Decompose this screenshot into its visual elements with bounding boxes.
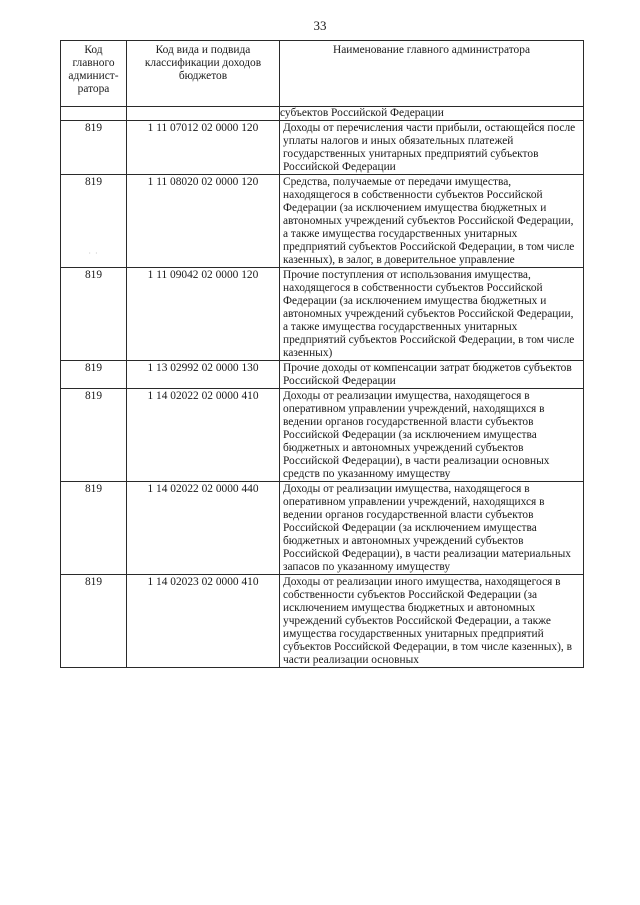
header-classification-code: Код вида и подвида классификации доходов бюджетов: [127, 41, 280, 107]
table-cell-administrator-name: Доходы от реализации иного имущества, находящегося в собственности субъектов Российской Федерации (за исключением имущества бюджетных и автономных учреждений субъектов Российской Федерации, а также имущества государственных унитарных предприятий субъектов Российской Федерации, в том числе казенных), в части реализации основных: [280, 575, 584, 668]
header-admin-code: Код главного админист-ратора: [61, 41, 127, 107]
table-cell-classification-code: [127, 107, 280, 121]
table-cell-admin-code: 819: [61, 575, 127, 668]
page-number: 33: [313, 18, 327, 33]
table-cell-admin-code: 819: [61, 361, 127, 389]
table-row: [61, 575, 584, 668]
table-cell-administrator-name: Доходы от перечисления части прибыли, остающейся после уплаты налогов и иных обязательных платежей государственных унитарных предприятий субъектов Российской Федерации: [280, 121, 584, 175]
table-cell-classification-code: 1 14 02022 02 0000 440: [127, 482, 280, 575]
table-cell-administrator-name: Доходы от реализации имущества, находящегося в оперативном управлении учреждений, находящихся в ведении органов государственной власти субъектов Российской Федерации (за исключением имущества бюджетных и автономных учреждений субъектов Российской Федерации), в части реализации основных средств по указанному имуществу: [280, 389, 584, 482]
table-cell-administrator-name: Прочие доходы от компенсации затрат бюджетов субъектов Российской Федерации: [280, 361, 584, 389]
table-cell-administrator-name: Доходы от реализации имущества, находящегося в оперативном управлении учреждений, находящихся в ведении органов государственной власти субъектов Российской Федерации (за исключением имущества бюджетных и автономных учреждений субъектов Российской Федерации), в части реализации материальных запасов по указанному имуществу: [280, 482, 584, 575]
table-cell-classification-code: 1 11 08020 02 0000 120: [127, 175, 280, 268]
table-row: [61, 175, 584, 268]
table-row: [61, 389, 584, 482]
header-administrator-name: Наименование главного администратора: [280, 41, 584, 107]
table-cell-classification-code: 1 13 02992 02 0000 130: [127, 361, 280, 389]
table-body: [61, 107, 584, 668]
table-cell-admin-code: 819: [61, 389, 127, 482]
table-cell-admin-code: 819: [61, 482, 127, 575]
table-cell-administrator-name: Прочие поступления от использования имущества, находящегося в собственности субъектов Российской Федерации (за исключением имущества бюджетных и автономных учреждений субъектов Российской Федерации, а также имущества государственных унитарных предприятий субъектов Российской Федерации, в том числе казенных): [280, 268, 584, 361]
table-header: [61, 41, 584, 107]
table-cell-classification-code: 1 14 02022 02 0000 410: [127, 389, 280, 482]
table-cell-classification-code: 1 14 02023 02 0000 410: [127, 575, 280, 668]
table-cell-classification-code: 1 11 09042 02 0000 120: [127, 268, 280, 361]
admin-code-text: 819: [84, 176, 103, 188]
header-row: [61, 41, 584, 107]
table-row: [61, 121, 584, 175]
table-cell-administrator-name: Средства, получаемые от передачи имущества, находящегося в собственности субъектов Российской Федерации (за исключением имущества бюджетных и автономных учреждений субъектов Российской Федерации, а также имущества государственных унитарных предприятий субъектов Российской Федерации, в том числе казенных), в залог, в доверительное управление: [280, 175, 584, 268]
table-row: [61, 361, 584, 389]
table-cell-continuation-name: субъектов Российской Федерации: [280, 107, 584, 121]
table-cell-admin-code: [61, 107, 127, 121]
scan-mark: · ·: [88, 249, 99, 258]
table-row: [61, 268, 584, 361]
table-row: [61, 482, 584, 575]
income-administrators-table: [60, 40, 584, 668]
continuation-row: [61, 107, 584, 121]
table-cell-admin-code: 819: [61, 121, 127, 175]
table-cell-admin-code: 819: [61, 268, 127, 361]
table-cell-admin-code: [61, 175, 127, 268]
table-cell-classification-code: 1 11 07012 02 0000 120: [127, 121, 280, 175]
